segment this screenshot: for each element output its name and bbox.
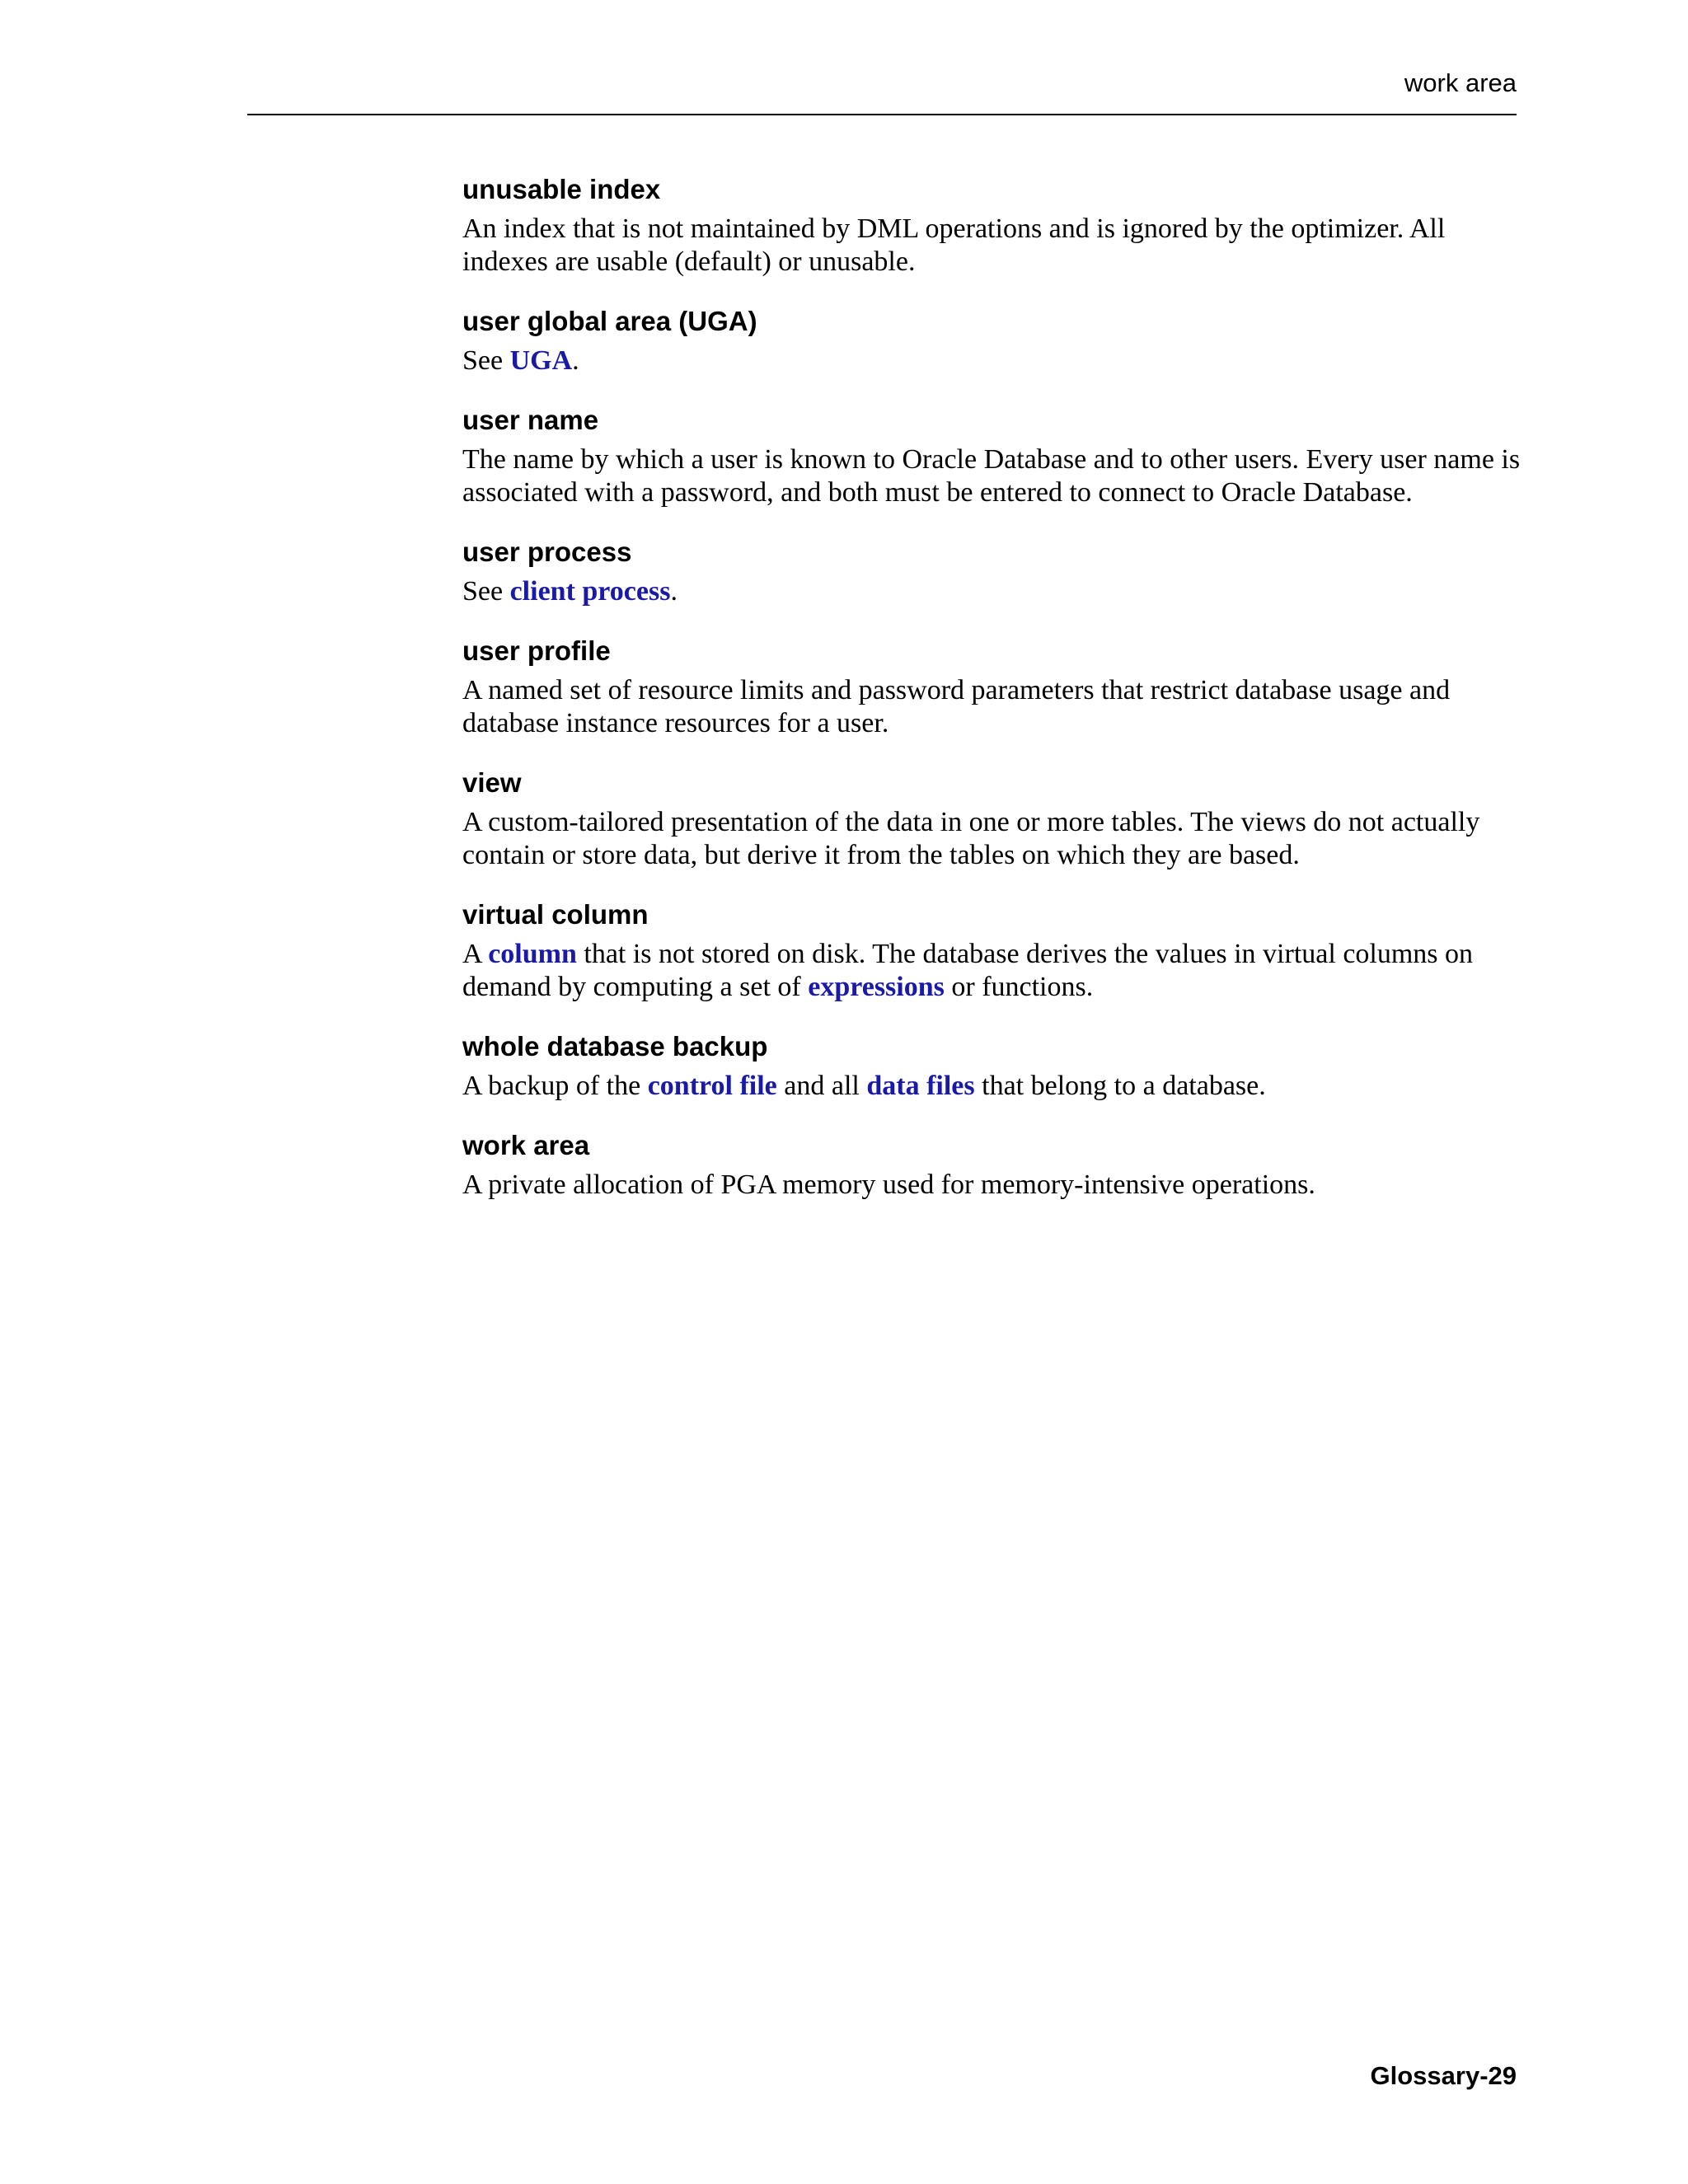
glossary-definition: [462, 575, 1534, 608]
glossary-term: work area: [462, 1130, 590, 1160]
link-uga[interactable]: UGA: [509, 345, 573, 376]
glossary-entry-whole-database-backup: [462, 1029, 1534, 1103]
glossary-list: [462, 171, 1534, 1226]
definition-text: and all: [776, 1071, 867, 1101]
glossary-definition: [462, 674, 1534, 740]
glossary-entry-user-name: [462, 402, 1534, 509]
page-number: Glossary-29: [1370, 2061, 1517, 2090]
definition-text: .: [670, 576, 678, 607]
definition-text: See: [462, 576, 510, 607]
glossary-definition: [462, 806, 1534, 872]
glossary-entry-user-profile: [462, 633, 1534, 740]
definition-text: or functions.: [944, 972, 1094, 1002]
link-data-files[interactable]: data files: [866, 1071, 975, 1101]
glossary-entry-user-global-area-uga: [462, 303, 1534, 377]
glossary-entry-work-area: [462, 1127, 1534, 1202]
glossary-term: whole database backup: [462, 1031, 768, 1062]
running-header: work area: [1404, 68, 1517, 97]
definition-text: that is not stored on disk. The database derives the values in virtual columns on demand by computing a set of: [462, 939, 1474, 1002]
link-control-file[interactable]: control file: [647, 1071, 777, 1101]
glossary-term: unusable index: [462, 174, 661, 204]
glossary-term: user profile: [462, 635, 611, 666]
link-expressions[interactable]: expressions: [808, 972, 945, 1002]
glossary-term: virtual column: [462, 899, 649, 930]
glossary-term: user process: [462, 537, 632, 567]
definition-text: .: [572, 345, 579, 376]
definition-text: An index that is not maintained by DML operations and is ignored by the optimizer. All indexes are usable (default) or unusable.: [462, 213, 1446, 277]
glossary-definition: [462, 443, 1534, 509]
glossary-entry-unusable-index: [462, 171, 1534, 279]
glossary-entry-virtual-column: [462, 897, 1534, 1004]
glossary-entry-user-process: [462, 534, 1534, 608]
glossary-term: view: [462, 767, 522, 798]
glossary-term: user global area (UGA): [462, 306, 757, 336]
glossary-definition: [462, 938, 1534, 1004]
glossary-entry-view: [462, 765, 1534, 872]
glossary-definition: [462, 213, 1534, 279]
definition-text: A private allocation of PGA memory used for memory-intensive operations.: [462, 1169, 1315, 1200]
glossary-definition: [462, 1169, 1534, 1202]
definition-text: The name by which a user is known to Oracle Database and to other users. Every user name is associated with a password, and both must be entered to connect to Oracle Database.: [462, 444, 1521, 508]
definition-text: See: [462, 345, 510, 376]
glossary-definition: [462, 344, 1534, 377]
definition-text: A: [462, 939, 489, 969]
definition-text: that belong to a database.: [974, 1071, 1266, 1101]
definition-text: A custom-tailored presentation of the data in one or more tables. The views do not actually contain or store data, but derive it from the tables on which they are based.: [462, 807, 1480, 870]
definition-text: A backup of the: [462, 1071, 648, 1101]
glossary-term: user name: [462, 405, 599, 435]
link-client-process[interactable]: client process: [509, 576, 671, 607]
definition-text: A named set of resource limits and password parameters that restrict database usage and database instance resources for a user.: [462, 675, 1451, 738]
header-rule: [247, 114, 1517, 115]
link-column[interactable]: column: [488, 939, 577, 969]
glossary-definition: [462, 1070, 1534, 1103]
